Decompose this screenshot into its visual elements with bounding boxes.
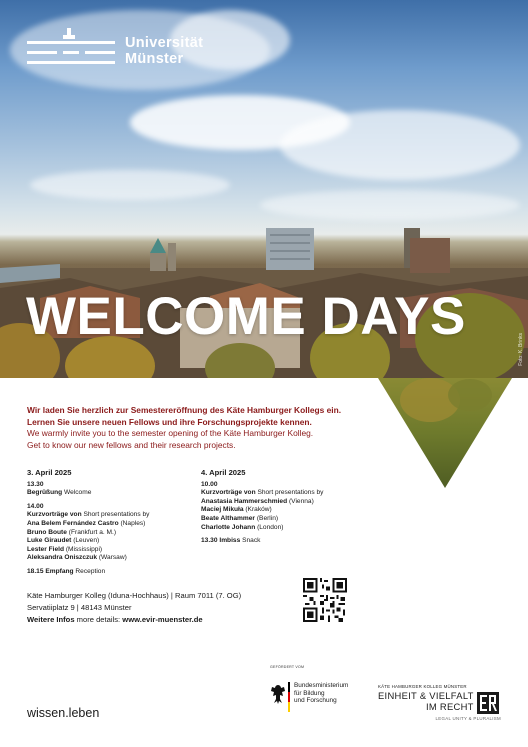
logo-line-universitaet: Universität <box>125 35 204 51</box>
khk-top-label: KÄTE HAMBURGER KOLLEG MÜNSTER <box>378 684 467 689</box>
intro-text <box>27 405 387 451</box>
day-1-speaker: Ana Belem Fernández Castro (Naples) <box>27 519 146 527</box>
program-day-2 <box>201 469 371 546</box>
day-1-speaker: Aleksandra Oniszczuk (Warsaw) <box>27 554 127 562</box>
intro-de-line-1: Wir laden Sie herzlich zur Semestereröffnung des Käte Hamburger Kollegs ein. <box>27 405 342 415</box>
intro-en-line-1: We warmly invite you to the semester opening of the Käte Hamburger Kolleg. <box>27 428 314 439</box>
university-emblem-icon <box>27 28 117 74</box>
bmbf-line-3: und Forschung <box>294 697 337 705</box>
khk-line-1: EINHEIT & VIELFALT <box>378 690 474 701</box>
photo-credit: Foto: K. Brinks <box>518 333 524 366</box>
day-1-event-3: 18.15 Empfang Reception <box>27 567 106 575</box>
khk-line-2: IM RECHT <box>426 700 474 712</box>
venue-line-2: Servatiiplatz 9 | 48143 Münster <box>27 602 132 612</box>
day-1-event-2: Kurzvorträge von Short presentations by <box>27 511 150 519</box>
day-2-date: 4. April 2025 <box>201 468 246 477</box>
qr-code-icon[interactable] <box>303 578 347 622</box>
logo-line-muenster: Münster <box>125 51 184 67</box>
intro-en-line-2: Get to know our new fellows and their research projects. <box>27 439 236 450</box>
day-1-speaker: Luke Giraudet (Leuven) <box>27 537 100 545</box>
intro-de-line-2: Lernen Sie unsere neuen Fellows und ihre Forschungsprojekte kennen. <box>27 416 312 427</box>
federal-eagle-icon <box>270 682 286 708</box>
bmbf-line-2: für Bildung <box>294 689 325 697</box>
day-1-time-2: 14.00 <box>27 502 44 510</box>
day-1-time-1: 13.30 <box>27 480 44 488</box>
khk-subtitle: LEGAL UNITY & PLURALISM <box>435 716 501 721</box>
khk-logo <box>378 684 503 721</box>
day-1-event-1: Begrüßung Welcome <box>27 489 92 497</box>
venue-line-1: Käte Hamburger Kolleg (Iduna-Hochhaus) | Raum 7011 (7. OG) <box>27 591 242 600</box>
day-2-speaker: Maciej Mikuła (Kraków) <box>201 506 272 514</box>
day-2-event-2: 13.30 Imbiss Snack <box>201 537 261 545</box>
day-2-speaker: Beate Althammer (Berlin) <box>201 514 279 522</box>
bmbf-logo <box>270 682 348 712</box>
day-2-speaker: Anastasia Hammerschmied (Vienna) <box>201 497 314 505</box>
funded-by-label: GEFÖRDERT VOM <box>270 665 305 669</box>
more-info-de: Weitere Infos <box>27 615 75 624</box>
day-2-time-1: 10.00 <box>201 480 218 488</box>
bmbf-line-1: Bundesministerium <box>294 682 349 689</box>
day-1-speaker: Lester Field (Mississippi) <box>27 545 103 553</box>
german-flag-icon <box>288 682 290 712</box>
more-info-url[interactable]: www.evir-muenster.de <box>122 615 203 624</box>
day-1-speaker: Bruno Boute (Frankfurt a. M.) <box>27 528 117 536</box>
program-day-1 <box>27 469 197 577</box>
day-2-event-1: Kurzvorträge von Short presentations by <box>201 489 324 497</box>
day-1-date: 3. April 2025 <box>27 468 72 477</box>
venue-info <box>27 590 241 613</box>
more-info-en: more details: <box>76 615 121 624</box>
more-info <box>27 615 203 624</box>
evir-mark-icon <box>477 692 499 714</box>
claim-wissen-leben: wissen.leben <box>27 706 100 720</box>
headline: WELCOME DAYS <box>26 287 466 346</box>
university-logo <box>27 28 203 74</box>
day-2-speaker: Charlotte Johann (London) <box>201 523 284 531</box>
